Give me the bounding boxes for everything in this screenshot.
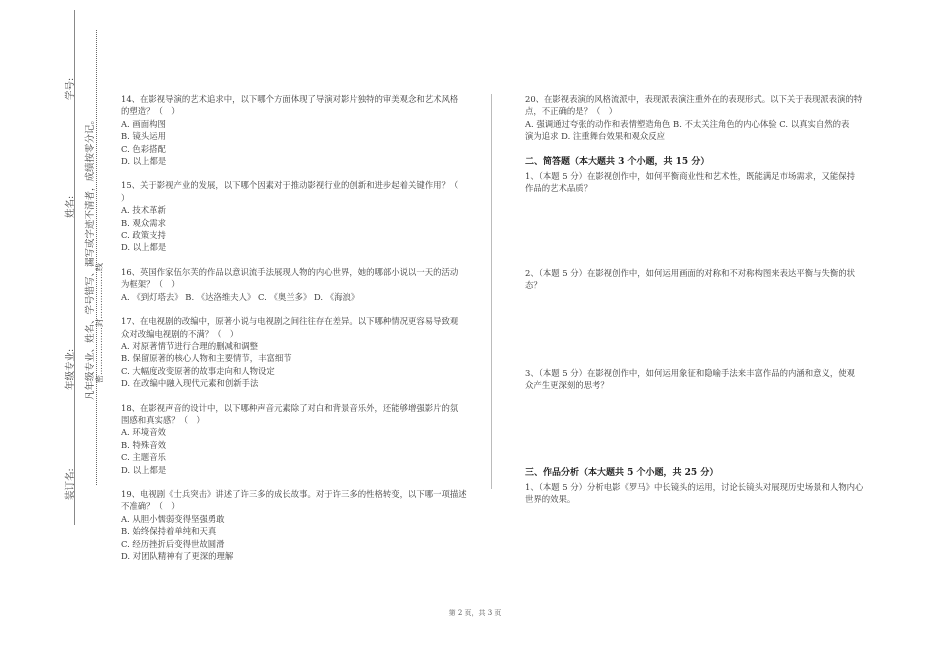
question-17 — [121, 315, 483, 389]
question-stem: 18、在影视声音的设计中，以下哪种声音元素除了对白和背景音乐外，还能够增强影片的氛 — [121, 402, 459, 413]
option: B. 保留原著的核心人物和主要情节，丰富细节 — [121, 353, 292, 364]
question-stem: 1、（本题 5 分）分析电影《罗马》中长镜头的运用，讨论长镜头对展现历史场景和人物内心 — [525, 482, 864, 492]
column-divider — [491, 94, 492, 489]
question-stem: 的塑造？（ ） — [121, 106, 180, 117]
short-answer-1 — [525, 170, 870, 195]
question-stem: 点，不正确的是？（ ） — [525, 106, 618, 117]
option: C. 色彩搭配 — [121, 143, 166, 154]
option: D. 在改编中融入现代元素和创新手法 — [121, 378, 259, 389]
option: B. 镜头运用 — [121, 131, 166, 142]
option: D. 以上都是 — [121, 242, 167, 253]
question-stem: 17、在电视剧的改编中，原著小说与电视剧之间往往存在差异。以下哪种情况更容易导致观 — [121, 316, 459, 327]
question-stem: 为框架？（ ） — [121, 279, 180, 290]
option: A. 画面构图 — [121, 118, 166, 129]
option: C. 政策支持 — [121, 230, 166, 241]
question-stem: 众产生更深刻的思考？ — [525, 380, 609, 391]
right-column — [525, 93, 870, 143]
question-stem: 19、电视剧《士兵突击》讲述了许三多的成长故事。对于许三多的性格转变，以下哪一项描述 — [121, 488, 467, 499]
option: C. 经历挫折后变得世故圆滑 — [121, 538, 225, 549]
option: B. 特殊音效 — [121, 439, 166, 450]
question-stem: 20、在影视表演的风格流派中，表现派表演注重外在的表现形式。以下关于表现派表演的特 — [525, 94, 863, 104]
option: B. 始终保持着单纯和天真 — [121, 526, 217, 537]
option: A. 《到灯塔去》 B. 《达洛维夫人》 C. 《奥兰多》 D. 《海浪》 — [121, 291, 360, 302]
section-work-analysis — [525, 467, 870, 479]
binding-margin — [0, 0, 110, 672]
name-label: 姓名: — [65, 195, 76, 218]
question-18 — [121, 402, 483, 476]
option: C. 主题音乐 — [121, 452, 166, 463]
option: A. 环境音效 — [121, 427, 166, 438]
question-14 — [121, 93, 483, 167]
question-stem: 众对改编电视剧的不满？（ ） — [121, 328, 239, 339]
question-15 — [121, 179, 483, 253]
question-16 — [121, 266, 483, 303]
section-short-answer — [525, 156, 870, 168]
question-stem: 态？ — [525, 280, 542, 291]
analysis-1 — [525, 481, 870, 506]
binding-warning: 凡年级专业、姓名、学号错写、漏写或字迹不清者，成绩按零分记。 — [85, 114, 96, 400]
section-title: 二、简答题（本大题共 3 个小题，共 15 分） — [525, 157, 710, 167]
question-stem: 作品的艺术品质？ — [525, 183, 592, 194]
question-stem: 不准确？（ ） — [121, 501, 180, 512]
question-stem: 围感和真实感？（ ） — [121, 414, 205, 425]
short-answer-2 — [525, 267, 870, 292]
question-stem: ） — [121, 192, 130, 203]
question-stem: 14、在影视导演的艺术追求中，以下哪个方面体现了导演对影片独特的审美观念和艺术风格 — [121, 94, 459, 104]
school-label: 装订名: — [65, 468, 76, 500]
option: A. 从胆小懦弱变得坚强勇敢 — [121, 513, 225, 524]
left-column — [121, 93, 483, 562]
option: D. 以上都是 — [121, 156, 167, 167]
short-answer-3 — [525, 367, 870, 392]
binding-dotted-line — [96, 30, 97, 485]
question-19 — [121, 488, 483, 562]
option: 演为追求 D. 注重舞台效果和观众反应 — [525, 131, 666, 142]
option: A. 技术革新 — [121, 205, 166, 216]
question-stem: 16、英国作家伍尔芙的作品以意识流手法展现人物的内心世界，她的哪部小说以一天的活动 — [121, 266, 459, 277]
major-label: 年级专业: — [65, 348, 76, 390]
option: D. 以上都是 — [121, 464, 167, 475]
question-20 — [525, 93, 870, 143]
page-number: 第 2 页，共 3 页 — [448, 609, 502, 617]
option: A. 强调通过夸张的动作和表情塑造角色 B. 不太关注角色的内心体验 C. 以真实自然的表 — [525, 118, 850, 129]
question-stem: 3、（本题 5 分）在影视创作中，如何运用象征和隐喻手法来丰富作品的内涵和意义，使观 — [525, 368, 856, 378]
option: C. 大幅度改变原著的故事走向和人物设定 — [121, 365, 275, 376]
option: B. 观众需求 — [121, 217, 166, 228]
section-title: 三、作品分析（本大题共 5 个小题，共 25 分） — [525, 468, 719, 478]
question-stem: 1、（本题 5 分）在影视创作中，如何平衡商业性和艺术性，既能满足市场需求，又能保持 — [525, 171, 856, 181]
seal-line-text: 密………………封………………线 — [95, 263, 104, 383]
student-id-label: 学号: — [65, 77, 76, 100]
option: D. 对团队精神有了更深的理解 — [121, 551, 234, 561]
question-stem: 世界的效果。 — [525, 494, 576, 505]
option: A. 对原著情节进行合理的删减和调整 — [121, 340, 258, 351]
question-stem: 15、关于影视产业的发展，以下哪个因素对于推动影视行业的创新和进步起着关键作用？（ — [121, 180, 459, 191]
question-stem: 2、（本题 5 分）在影视创作中，如何运用画面的对称和不对称构图来表达平衡与失衡的状 — [525, 268, 856, 278]
